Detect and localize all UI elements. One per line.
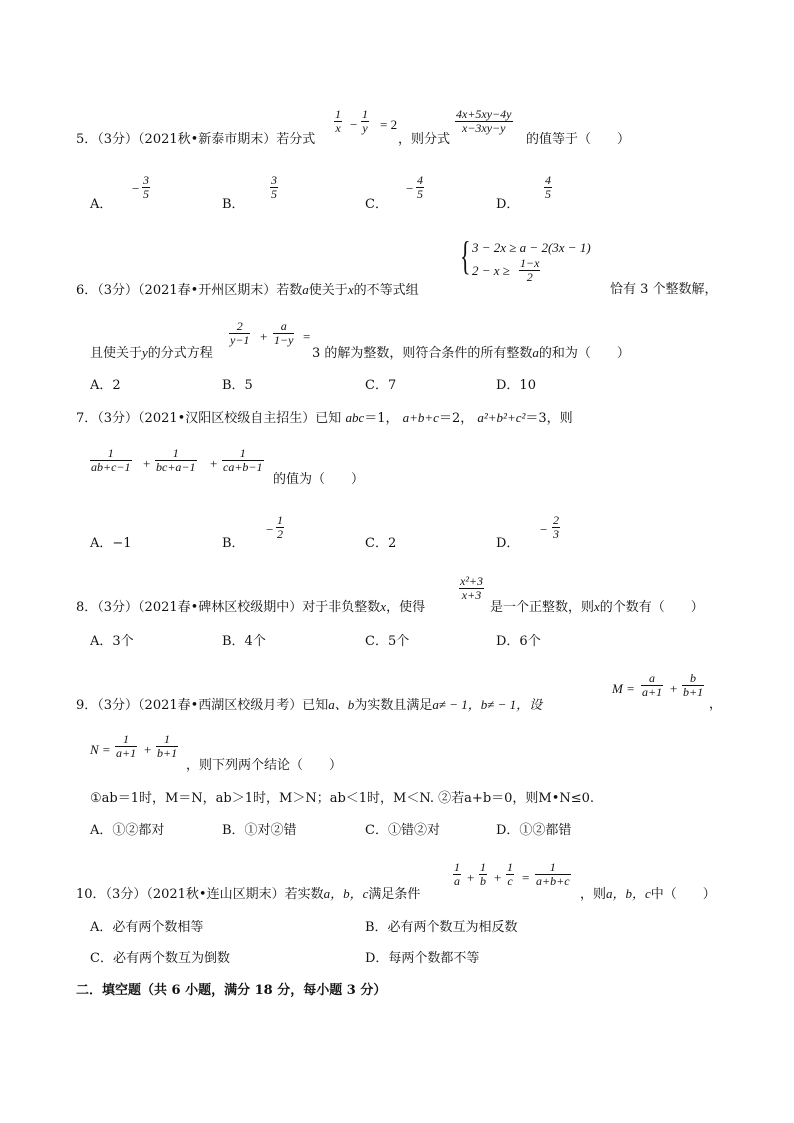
q9-option-c: C．①错②对 [365,823,440,838]
q5-expr-frac: $\frac{4x+5xy-4y}{x-3xy-y}$ [456,107,512,135]
q7-suffix: 的值为（ ） [273,472,365,487]
q10-eq-plus-1: + [467,870,475,885]
q6-eq-frac-1: $\frac{2}{y-1}$ [230,319,250,347]
q9-option-d: D．①②都错 [496,823,572,838]
q5-suffix: 的值等于（ ） [526,132,631,147]
q5-mid: ，则分式 [398,132,451,147]
q7-option-d-sign: − [540,522,548,537]
q5-cond-frac-1: $\frac{1}{x}$ [335,107,341,135]
q9-m-end: ， [709,697,723,712]
q5-option-c-label: C． [365,197,388,212]
q6-system-brace: { [460,233,471,278]
q7-frac-3: $\frac{1}{ca+b-1}$ [223,446,263,474]
q9-m-frac-2: $\frac{b}{b+1}$ [683,671,704,699]
q7-option-c-label: C．2 [365,536,397,551]
q6-option-d: D．10 [496,378,536,393]
q10-prefix: 10．（3分）（2021秋•连山区期末）若实数a，b，c满足条件 [76,886,421,902]
q10-eq-plus-2: + [494,870,502,885]
q10-option-b: B．必有两个数互为相反数 [365,920,518,935]
q5-option-a-label: A． [90,197,113,212]
q6-tail: 恰有 3 个整数解， [610,282,718,297]
q6-eq-frac-2: $\frac{a}{1-y}$ [274,319,294,347]
q6-option-c: C．7 [365,378,397,393]
section-2-heading: 二．填空题（共 6 小题，满分 18 分，每小题 3 分） [76,983,387,998]
q5-option-a-sign: − [132,181,140,196]
q9-statement: ①ab＝1时，M＝N，ab＞1时，M＞N；ab＜1时，M＜N. ②若a+b＝0，则M•N≤0. [90,791,595,806]
q6-option-b: B．5 [222,378,253,393]
q8-suffix: 是一个正整数，则x的个数有（ ） [490,599,704,615]
q10-eq-frac-b: $\frac{1}{b}$ [480,860,486,888]
q6-line-2-prefix: 且使关于y的分式方程 [90,345,213,361]
q7-frac-2: $\frac{1}{bc+a-1}$ [156,446,196,474]
q9-n-lhs: N = [90,742,111,757]
q9-option-b: B．①对②错 [222,823,297,838]
q5-option-c-sign: − [406,181,414,196]
q7-plus-1: + [143,456,151,471]
q9-m-lhs: M = [612,681,635,696]
q5-option-d-frac: $\frac{4}{5}$ [545,173,551,201]
q5-prefix: 5．（3分）（2021秋•新泰市期末）若分式 [76,132,316,147]
q7-option-b-frac: $\frac{1}{2}$ [277,513,283,541]
q5-option-c-frac: $\frac{4}{5}$ [417,173,423,201]
q5-option-b-label: B． [222,197,245,212]
q5-option-a-frac: $\frac{3}{5}$ [143,173,149,201]
q9-line-1: 9．（3分）（2021春•西湖区校级月考）已知a、b为实数且满足a≠ − 1，b≠ − 1，设 [76,697,543,713]
q9-n-frac-1: $\frac{1}{a+1}$ [116,732,137,760]
q8-option-a: A．3个 [90,634,134,649]
q6-system-line-2-lhs: 2 − x ≥ [472,263,510,278]
q6-eq-plus: + [260,329,268,344]
q8-option-c: C．5个 [365,634,410,649]
q10-option-a: A．必有两个数相等 [90,920,204,935]
q6-system-line-1: 3 − 2x ≥ a − 2(3x − 1) [472,240,591,255]
q6-option-a: A．2 [90,378,121,393]
q9-n-frac-2: $\frac{1}{b+1}$ [157,732,178,760]
q10-option-c: C．必有两个数互为倒数 [90,951,230,966]
q5-cond-minus: − [350,117,358,132]
q8-expr-frac: $\frac{\text{x²+3}}{x+3}$ [460,574,484,602]
q5-option-b-frac: $\frac{3}{5}$ [271,173,277,201]
q7-option-d-frac: $\frac{2}{3}$ [553,513,559,541]
q6-system-frac: $\frac{1-x}{2}$ [520,256,540,284]
q7-option-b-label: B． [222,536,245,551]
q8-option-b: B．4个 [222,634,266,649]
q5-cond-rhs: = 2 [380,117,398,132]
q6-line-2-tail: 3 的解为整数，则符合条件的所有整数a的和为（ ） [312,345,630,361]
q9-m-plus: + [670,681,678,696]
q5-option-d-label: D． [496,197,520,212]
q5-cond-frac-2: $\frac{1}{y}$ [362,107,368,135]
q9-m-frac-1: $\frac{a}{a+1}$ [642,671,663,699]
q8-option-d: D．6个 [496,634,541,649]
q9-option-a: A．①②都对 [90,823,165,838]
q10-eq-frac-a: $\frac{1}{a}$ [454,860,460,888]
q9-line-2-tail: ，则下列两个结论（ ） [186,758,343,773]
q7-option-a-label: A．−1 [90,536,132,551]
q10-eq-frac-rhs: $\frac{1}{a+b+c}$ [536,860,570,888]
q7-plus-2: + [210,456,218,471]
q10-suffix: ，则a，b，c中（ ） [580,886,716,902]
q6-line-1: 6．（3分）（2021春•开州区期末）若数a使关于x的不等式组 [76,282,419,298]
q7-option-d-label: D． [496,536,520,551]
q7-option-b-sign: − [266,522,274,537]
q6-eq-equals: = [303,329,311,344]
q8-prefix: 8．（3分）（2021春•碑林区校级期中）对于非负整数x，使得 [76,599,426,615]
q7-frac-1: $\frac{1}{ab+c-1}$ [91,446,131,474]
q10-eq-equals: = [522,870,530,885]
q7-line-1: 7．（3分）（2021•汉阳区校级自主招生）已知 abc＝1， a+b+c＝2， a²+b²+c²＝3，则 [76,410,573,426]
q10-option-d: D．每两个数都不等 [365,951,480,966]
q9-n-plus: + [144,742,152,757]
q10-eq-frac-c: $\frac{1}{c}$ [507,860,513,888]
